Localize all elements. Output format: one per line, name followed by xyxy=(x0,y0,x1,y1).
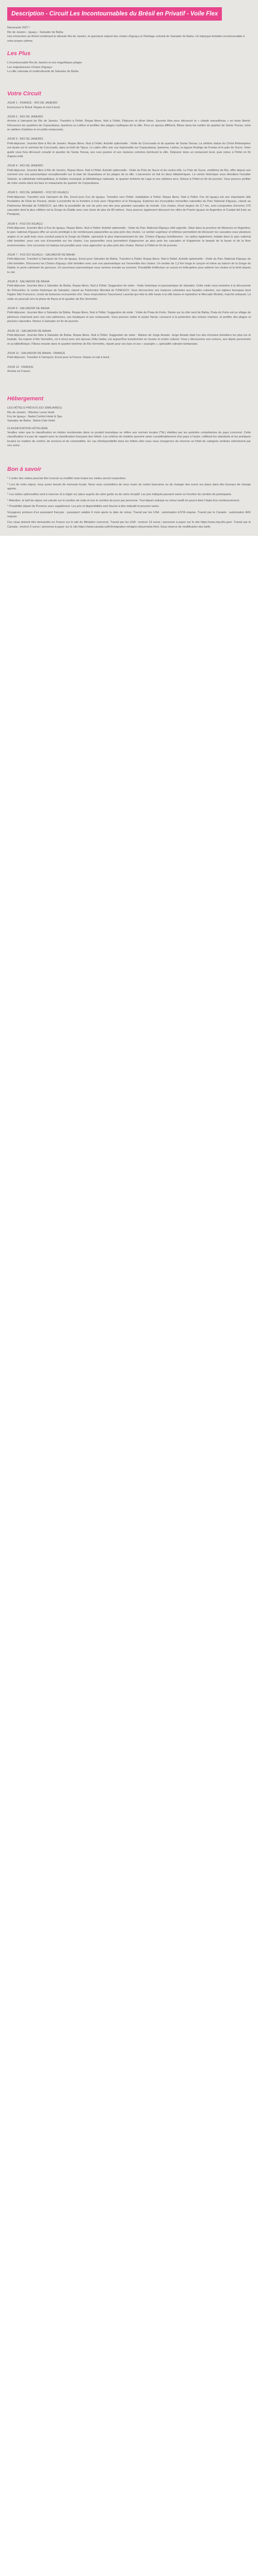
itinerary-day xyxy=(7,222,251,248)
intro xyxy=(7,26,251,43)
day-heading: JOUR 3 : RIO DE JANEIRO xyxy=(7,138,43,141)
day-heading: JOUR 4 : RIO DE JANEIRO xyxy=(7,164,43,168)
hotels-subtitle: LES HÔTELS PRÉVUS (OU SIMILAIRES) xyxy=(7,406,62,410)
day-text: Petit-déjeuner. Journée libre à Rio de Janeiro. Repas libres. Nuit à l'hôtel. Activité optionnelle : Visite du Corcovado et du quartier de Santa Teresa. La célèbre statue du Christ Rédempteur est située sur le sommet du Corcovado, dans la forêt de Tijuca. Le cadre offre une vue imprenable sur Copacabana, Ipanema, Leblon, la lagune Rodrigo de Freitas et le pain de Sucre. Votre guide vous fera découvrir ensuite le quartier de Santa Teresa, ses rues pavées et ses maisons colorées dominant la ville. Déjeuner dans un restaurant local, puis retour à l'hôtel en fin d'après-midi. xyxy=(7,142,251,159)
note-paragraph: * L'ordre des visites pourrait être inversé ou modifié mais toutes les visites seront respectées. xyxy=(7,477,126,481)
note-paragraph: Ces visas doivent être demandés en France sur le site du Ministère concerné. Transit par les USA : environ 13 euros / personne à payer sur le site https://esta.cbp.dhs.gov/. Transit par le Canada : environ 5 euros / personne à payer sur le site https://www.canada.ca/fr/immigration-refugies-citoyennete.html. Sous réserve de modification des tarifs. xyxy=(7,521,251,529)
classification-text: Veuillez noter que la classification en étoiles mentionnée dans ce produit touristique se réfère aux normes locales (*NL) établies par les autorités compétentes du pays concerné. Cette classification n'a pas de rapport avec la classification française des hôtels. Les critères de notation peuvent varier considérablement d'un pays à l'autre, reflétant les standards et les pratiques locales en matière de confort, de services et de commodités. En cas d'indisponibilité dans les hôtels cités nous nous chargerons de réserver un hôtel de catégorie similaire sélectionné par nos soins. xyxy=(7,431,251,448)
section-title-notes: Bon à savoir xyxy=(7,466,42,472)
day-heading: JOUR 9 : SALVADOR DE BAHIA xyxy=(7,307,50,310)
itinerary-day xyxy=(7,101,251,110)
day-text: Petit-déjeuner. Transfert vers l'aéroport de Rio. Envol pour Foz de Iguaçu. Transfert vers l'hôtel. Installation à l'hôtel. Repas libres. Nuit à l'hôtel. Foz do Iguaçu est une importante ville frontalière de l'Etat du Paraná, située à proximité de la frontière à trois avec l'Argentine et le Paraguay. Explorez les incroyables merveilles naturelles du Parc National d'Iguaçu, classé au Patrimoine Mondial de l'UNESCO, qui offre la possibilité de voir de près une des plus grandes cascades du monde. Ces chutes, d'une largeur de 2,7 km, sont composées d'environ 275 cascades dont la plus célèbre est la Gorge du Diable avec une chute de plus de 80 mètres. Vous pourrez également découvrir les villes de Puerto Iguazú en Argentine et Ciudad del Este au Paraguay. xyxy=(7,195,251,216)
hotel-item: Salvador de Bahia : Bahia Cafe Hotel xyxy=(7,419,55,423)
day-text: Arrivée en France. xyxy=(7,370,31,374)
section-title-accommodation: Hébergement xyxy=(7,395,44,402)
note-paragraph: * Possibilité départ de Province avec supplément. Les prix et disponibilités sont fournis à titre indicatif et peuvent varier. xyxy=(7,505,159,509)
day-text: Petit-déjeuner. Journée libre à Salvador de Bahia. Repas libres. Nuit à l'hôtel. Suggestion de visite : Visite de Praia do Forte. Située sur la côte nord de Bahia, Praia do Forte est un village de pêcheurs charmant avec ses rues piétonnes, ses boutiques et ses restaurants. Vous pourrez visiter le projet Tamar, consacré à la protection des tortues marines, et profiter des plages et piscines naturelles. Retour à Salvador en fin de journée. xyxy=(7,311,251,324)
itinerary-day xyxy=(7,253,251,275)
hotel-item: Foz de Iguaçu : Nadai Confort Hotel & Spa xyxy=(7,415,62,418)
day-text: Petit-déjeuner. Journée libre à Salvador de Bahia. Repas libres. Nuit à l'hôtel. Suggestion de visite : Visite historique et panoramique de Salvador. Cette visite vous emmène à la découverte du Pelourinho, le centre historique de Salvador, classé au Patrimoine Mondial de l'UNESCO. Vous découvrirez ses maisons coloniales aux façades colorées, ses églises baroques dont l'église São Francisco, ornée de boiseries recouvertes d'or. Vous emprunterez l'ascenseur Lacerda qui relie la ville haute à la ville basse et rejoindrez le Mercado Modelo, marché artisanal. La visite se poursuit vers le phare de Barra et le quartier de Rio Vermelho. xyxy=(7,284,251,301)
day-heading: JOUR 1 : FRANCE - RIO DE JANEIRO xyxy=(7,101,58,105)
note-paragraph: * Les visites optionnelles sont à réserver et à régler sur place auprès de votre guide ou de notre réceptif. Les prix indiqués peuvent varier en fonction du nombre de participants. xyxy=(7,493,232,497)
header-band xyxy=(0,0,258,536)
day-heading: JOUR 6 : FOZ DO IGUAÇU xyxy=(7,222,43,226)
day-text: Petit-déjeuner. Transfert à l'aéroport. Envol pour la France. Repas et nuit à bord. xyxy=(7,356,110,360)
day-heading: JOUR 11 : SALVADOR DE BAHIA - FRANCE xyxy=(7,352,66,355)
itinerary-day xyxy=(7,137,251,159)
itinerary-day xyxy=(7,280,251,301)
day-text: Petit-déjeuner. Journée libre à Salvador de Bahia. Repas libres. Nuit à l'hôtel. Suggestion de visite : Maison de Jorge Amado. Jorge Amado était l'un des écrivains brésiliens les plus lus et traduits. Sa maison à Rio Vermelho, où il vécut avec son épouse Zélia Gattai, est aujourd'hui transformée en musée et centre culturel. Vous y découvrirez son univers, ses objets personnels et sa bibliothèque. Flânez ensuite dans le quartier bohème de Rio Vermelho, réputé pour ses bars et ses « acarajés », spécialité culinaire bahianaise. xyxy=(7,333,251,346)
itinerary-day xyxy=(7,115,251,132)
note-paragraph: * Attention, le tarif de séjour est calculé sur le nombre de nuits et non le nombre de jours par personne. Tout départ anticipé ou retour tardif ne pourra faire l'objet d'un remboursement. xyxy=(7,499,240,502)
day-heading: JOUR 5 : RIO DE JANEIRO - FOZ DO IGUAÇU xyxy=(7,191,69,195)
intro-line: Nouveauté 2027 ! xyxy=(7,26,30,30)
itinerary-day xyxy=(7,307,251,324)
note-paragraph: Voyageurs porteurs d'un passeport français : passeport valable 6 mois après la date de retour. Transit par les USA : autorisation ESTA requise. Transit par le Canada : autorisation AVE requise. xyxy=(7,511,251,518)
section-title-itinerary: Votre Circuit xyxy=(7,90,41,97)
note-paragraph: * Lors de votre séjour, vous aurez besoin de monnaie locale. Nous vous conseillons de vous munir de cartes bancaires ou de changer des euros sur place dans des bureaux de change agréés. xyxy=(7,483,251,490)
day-text: Petit-déjeuner. Journée libre à Foz do Iguaçu. Repas libres. Nuit à l'hôtel. Activité optionnelle : Visite du Parc National d'Iguaçu côté argentin. Situé dans la province de Misiones en Argentine, le parc national d'Iguazú offre un accès privilégié à de nombreuses passerelles au plus près des chutes. Le sentier supérieur et inférieur permettent de découvrir les cascades sous plusieurs angles et un petit train vous conduit jusqu'à la Gorge du Diable, spectacle le plus impressionnant du site. Chutes d'Iguaçu brésiliennes : en option également, balade dans le parc national côté brésilien, pour une vue d'ensemble sur les chutes. Les passerelles vous permettent d'approcher au plus près les cascades et d'apprécier la beauté de la faune et de la flore environnantes. Une excursion en bateau est possible pour vous approcher au plus près des chutes. Retour à l'hôtel en fin de journée. xyxy=(7,227,251,247)
day-text: Envol pour le Brésil. Repas et nuit à bord. xyxy=(7,106,61,109)
highlight-item: Les majestueuses Chutes d'Iguaçu xyxy=(7,65,52,69)
intro-line: Une immersion au Brésil combinant la vibrante Rio de Janeiro, le spectacle naturel des chutes d'Iguaçu et l'héritage colonial de Salvador de Bahia. Un triptyque brésilien incontournable à votre propre rythme. xyxy=(7,35,245,43)
day-text: Petit-déjeuner. Journée libre à Rio de Janeiro. Repas libres. Nuit à l'hôtel. Activité optionnelle : Visite du Pain de Sucre et du centre-ville. Le Pain de Sucre, emblème de Rio, offre depuis son sommet une vue panoramique exceptionnelle sur la baie de Guanabara et les plages de la ville. L'ascension se fait en deux téléphériques. Le centre historique vous dévoilera l'escalier Selarón, la cathédrale métropolitaine, le théâtre municipal, la bibliothèque nationale, le quartier bohème de Lapa et ses célèbres arcs. Retour à l'hôtel en fin de journée. Vous pourrez profiter de votre soirée dans les bars et restaurants du quartier de Copacabana. xyxy=(7,168,251,185)
day-heading: JOUR 2 : RIO DE JANEIRO xyxy=(7,115,43,118)
section-title-highlights: Les Plus xyxy=(7,50,31,57)
classification-title: CLASSIFICATION HÔTELIÈRE xyxy=(7,427,48,430)
day-text: Arrivée à l'aéroport de Rio de Janeiro. Transfert à l'hôtel. Repas libres. Nuit à l'hôtel. Déjeuner et dîner libres. Journée libre pour découvrir la « cidade maravilhosa » en toute liberté. Découvrez les quartiers de Copacabana, Ipanema ou Leblon et profitez des plages mythiques de la ville. Pour un aperçu différent, flânez dans les ruelles du quartier de Santa Teresa, riche en ateliers d'artistes et en petits restaurants. xyxy=(7,120,251,132)
itinerary-day xyxy=(7,191,251,216)
intro-line: Rio de Janeiro - Iguaçu - Salvador de Bahia xyxy=(7,30,63,34)
highlight-item: L'incontournable Rio de Janeiro et ses magnifiques plages xyxy=(7,61,82,65)
day-heading: JOUR 7 : FOZ DO IGUAÇU - SALVADOR DE BAHIA xyxy=(7,253,75,257)
day-heading: JOUR 8 : SALVADOR DE BAHIA xyxy=(7,280,50,283)
hotel-item: Rio de Janeiro : Windsor Leme Hotel xyxy=(7,411,55,414)
itinerary-day xyxy=(7,351,251,360)
highlight-item: La ville coloniale et multiculturelle de Salvador de Bahia xyxy=(7,70,79,74)
day-text: Petit-déjeuner. Transfert à l'aéroport de Foz do Iguaçu. Envol pour Salvador de Bahia. Transfert à l'hôtel. Repas libres. Nuit à l'hôtel. Activité optionnelle : Visite du Parc National d'Iguaçu du côté brésilien. Découvrez les Chutes d'Iguaçu côté brésilien avec une vue panoramique sur l'ensemble des chutes. Un sentier de 1,2 km longe le canyon et mène au balcon de la Gorge du Diable, le point culminant du parcours. Un ascenseur panoramique vous ramène ensuite au sommet. Possibilité d'effectuer un survol en hélicoptère pour admirer les chutes et la forêt depuis le ciel. xyxy=(7,258,251,274)
day-heading: JOUR 10 : SALVADOR DE BAHIA xyxy=(7,329,51,333)
itinerary-day xyxy=(7,164,251,185)
itinerary-day xyxy=(7,365,251,374)
page-title: Description - Circuit Les Incontournables du Brésil en Privatif - Voile Flex xyxy=(7,7,222,21)
day-heading: JOUR 12 : FRANCE xyxy=(7,365,34,369)
itinerary-day xyxy=(7,329,251,347)
